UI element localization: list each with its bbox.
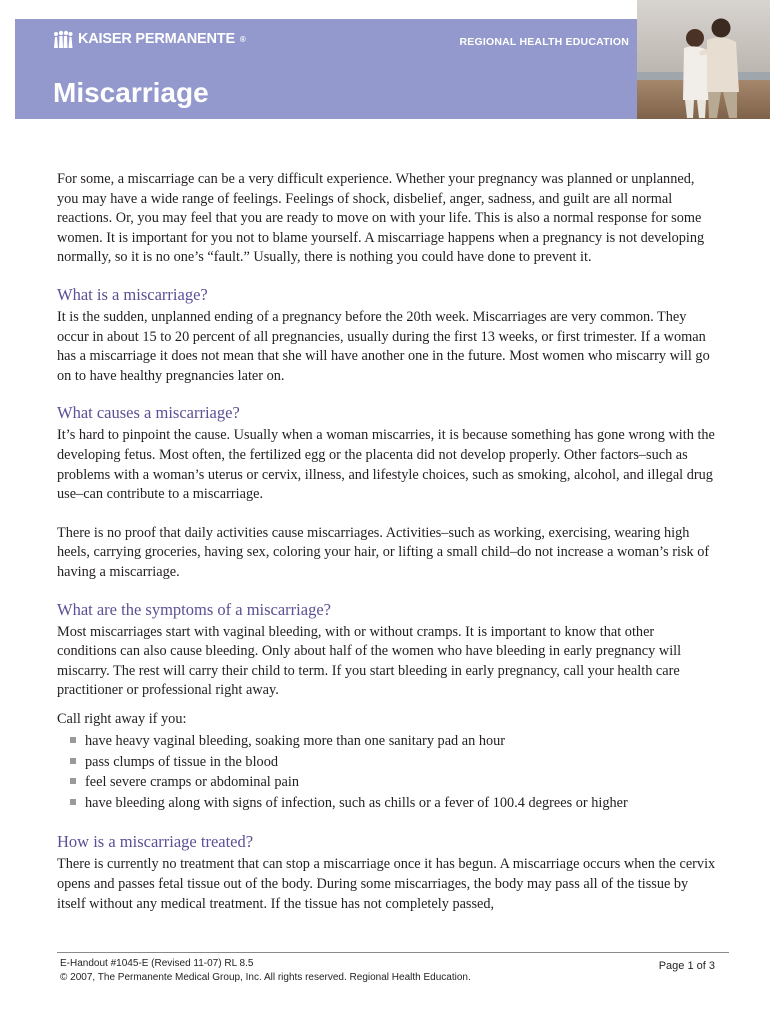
bullet-square-icon: [70, 737, 76, 743]
list-item: pass clumps of tissue in the blood: [67, 752, 717, 773]
handout-id: E-Handout #1045-E (Revised 11-07) RL 8.5: [60, 958, 254, 969]
couple-on-beach-photo: [637, 0, 770, 119]
call-intro: Call right away if you:: [57, 710, 187, 727]
page-number: Page 1 of 3: [658, 960, 715, 972]
registered-mark: ®: [239, 34, 246, 44]
heading-treatment: How is a miscarriage treated?: [57, 832, 254, 852]
heading-what-is: What is a miscarriage?: [57, 284, 208, 304]
list-item: have bleeding along with signs of infection, such as chills or a fever of 100.4 degrees or higher: [67, 793, 717, 814]
treatment-paragraph: There is currently no treatment that can stop a miscarriage once it has begun. A miscarriage occurs when the cervix opens and passes fetal tissue out of the body. During some miscarriages, the body may pass all of the tissue by itself without any medical treatment. If the tissue has not completely passed,: [57, 856, 716, 912]
bullet-square-icon: [70, 758, 76, 764]
what-is-paragraph: It is the sudden, unplanned ending of a pregnancy before the 20th week. Miscarriages are very common. They occur in about 15 to 20 percent of all pregnancies, usually during the first 13 weeks, or first trimester. If a woman has a miscarriage it does not mean that she will have another one in the future. Most women who miscarry will go on to have healthy pregnancies later on.: [57, 308, 710, 384]
footer-info: [60, 957, 471, 985]
section-label: REGIONAL HEALTH EDUCATION: [459, 36, 629, 48]
footer-divider: [57, 952, 729, 953]
symptoms-paragraph: Most miscarriages start with vaginal bleeding, with or without cramps. It is important to know that other conditions can also cause bleeding. Only about half of the women who have bleeding in early pregnancy will miscarry. The rest will carry their child to term. If you start bleeding in early pregnancy, call your health care practitioner or professional right away.: [57, 623, 682, 699]
heading-symptoms: What are the symptoms of a miscarriage?: [57, 599, 331, 619]
causes-paragraph-2: There is no proof that daily activities cause miscarriages. Activities–such as working, exercising, wearing high heels, carrying groceries, having sex, coloring your hair, or lifting a small child–do not increase a woman’s risk of having a miscarriage.: [57, 524, 710, 580]
heading-causes: What causes a miscarriage?: [57, 403, 240, 423]
copyright: © 2007, The Permanente Medical Group, Inc. All rights reserved. Regional Health Education.: [60, 972, 471, 983]
header-banner: [15, 19, 637, 119]
bullet-square-icon: [70, 799, 76, 805]
list-item: feel severe cramps or abdominal pain: [67, 772, 717, 793]
causes-paragraph-1: It’s hard to pinpoint the cause. Usually when a woman miscarries, it is because something has gone wrong with the developing fetus. Most often, the fertilized egg or the placenta did not develop properly. Other factors–such as problems with a woman’s uterus or cervix, illness, and lifestyle choices, such as smoking, alcohol, and illegal drug use–can contribute to a miscarriage.: [57, 427, 715, 503]
kaiser-permanente-logo: [53, 30, 246, 48]
document-body: [57, 170, 717, 914]
page-title: Miscarriage: [53, 77, 209, 108]
intro-paragraph: For some, a miscarriage can be a very difficult experience. Whether your pregnancy was planned or unplanned, you may have a wide range of feelings. Feelings of shock, disbelief, anger, sadness, and guilt are all normal reactions. Or, you may feel that you are ready to move on with your life. This is also a normal response for some women. It is important for you not to blame yourself. A miscarriage happens when a pregnancy is not developing normally, so it is no one’s “fault.” Usually, there is nothing you could have done to prevent it.: [57, 171, 705, 266]
brand-name: KAISER PERMANENTE: [78, 31, 235, 47]
symptom-list: [67, 731, 717, 813]
bullet-square-icon: [70, 778, 76, 784]
list-item: have heavy vaginal bleeding, soaking more than one sanitary pad an hour: [67, 731, 717, 752]
kp-people-icon: [53, 30, 73, 48]
